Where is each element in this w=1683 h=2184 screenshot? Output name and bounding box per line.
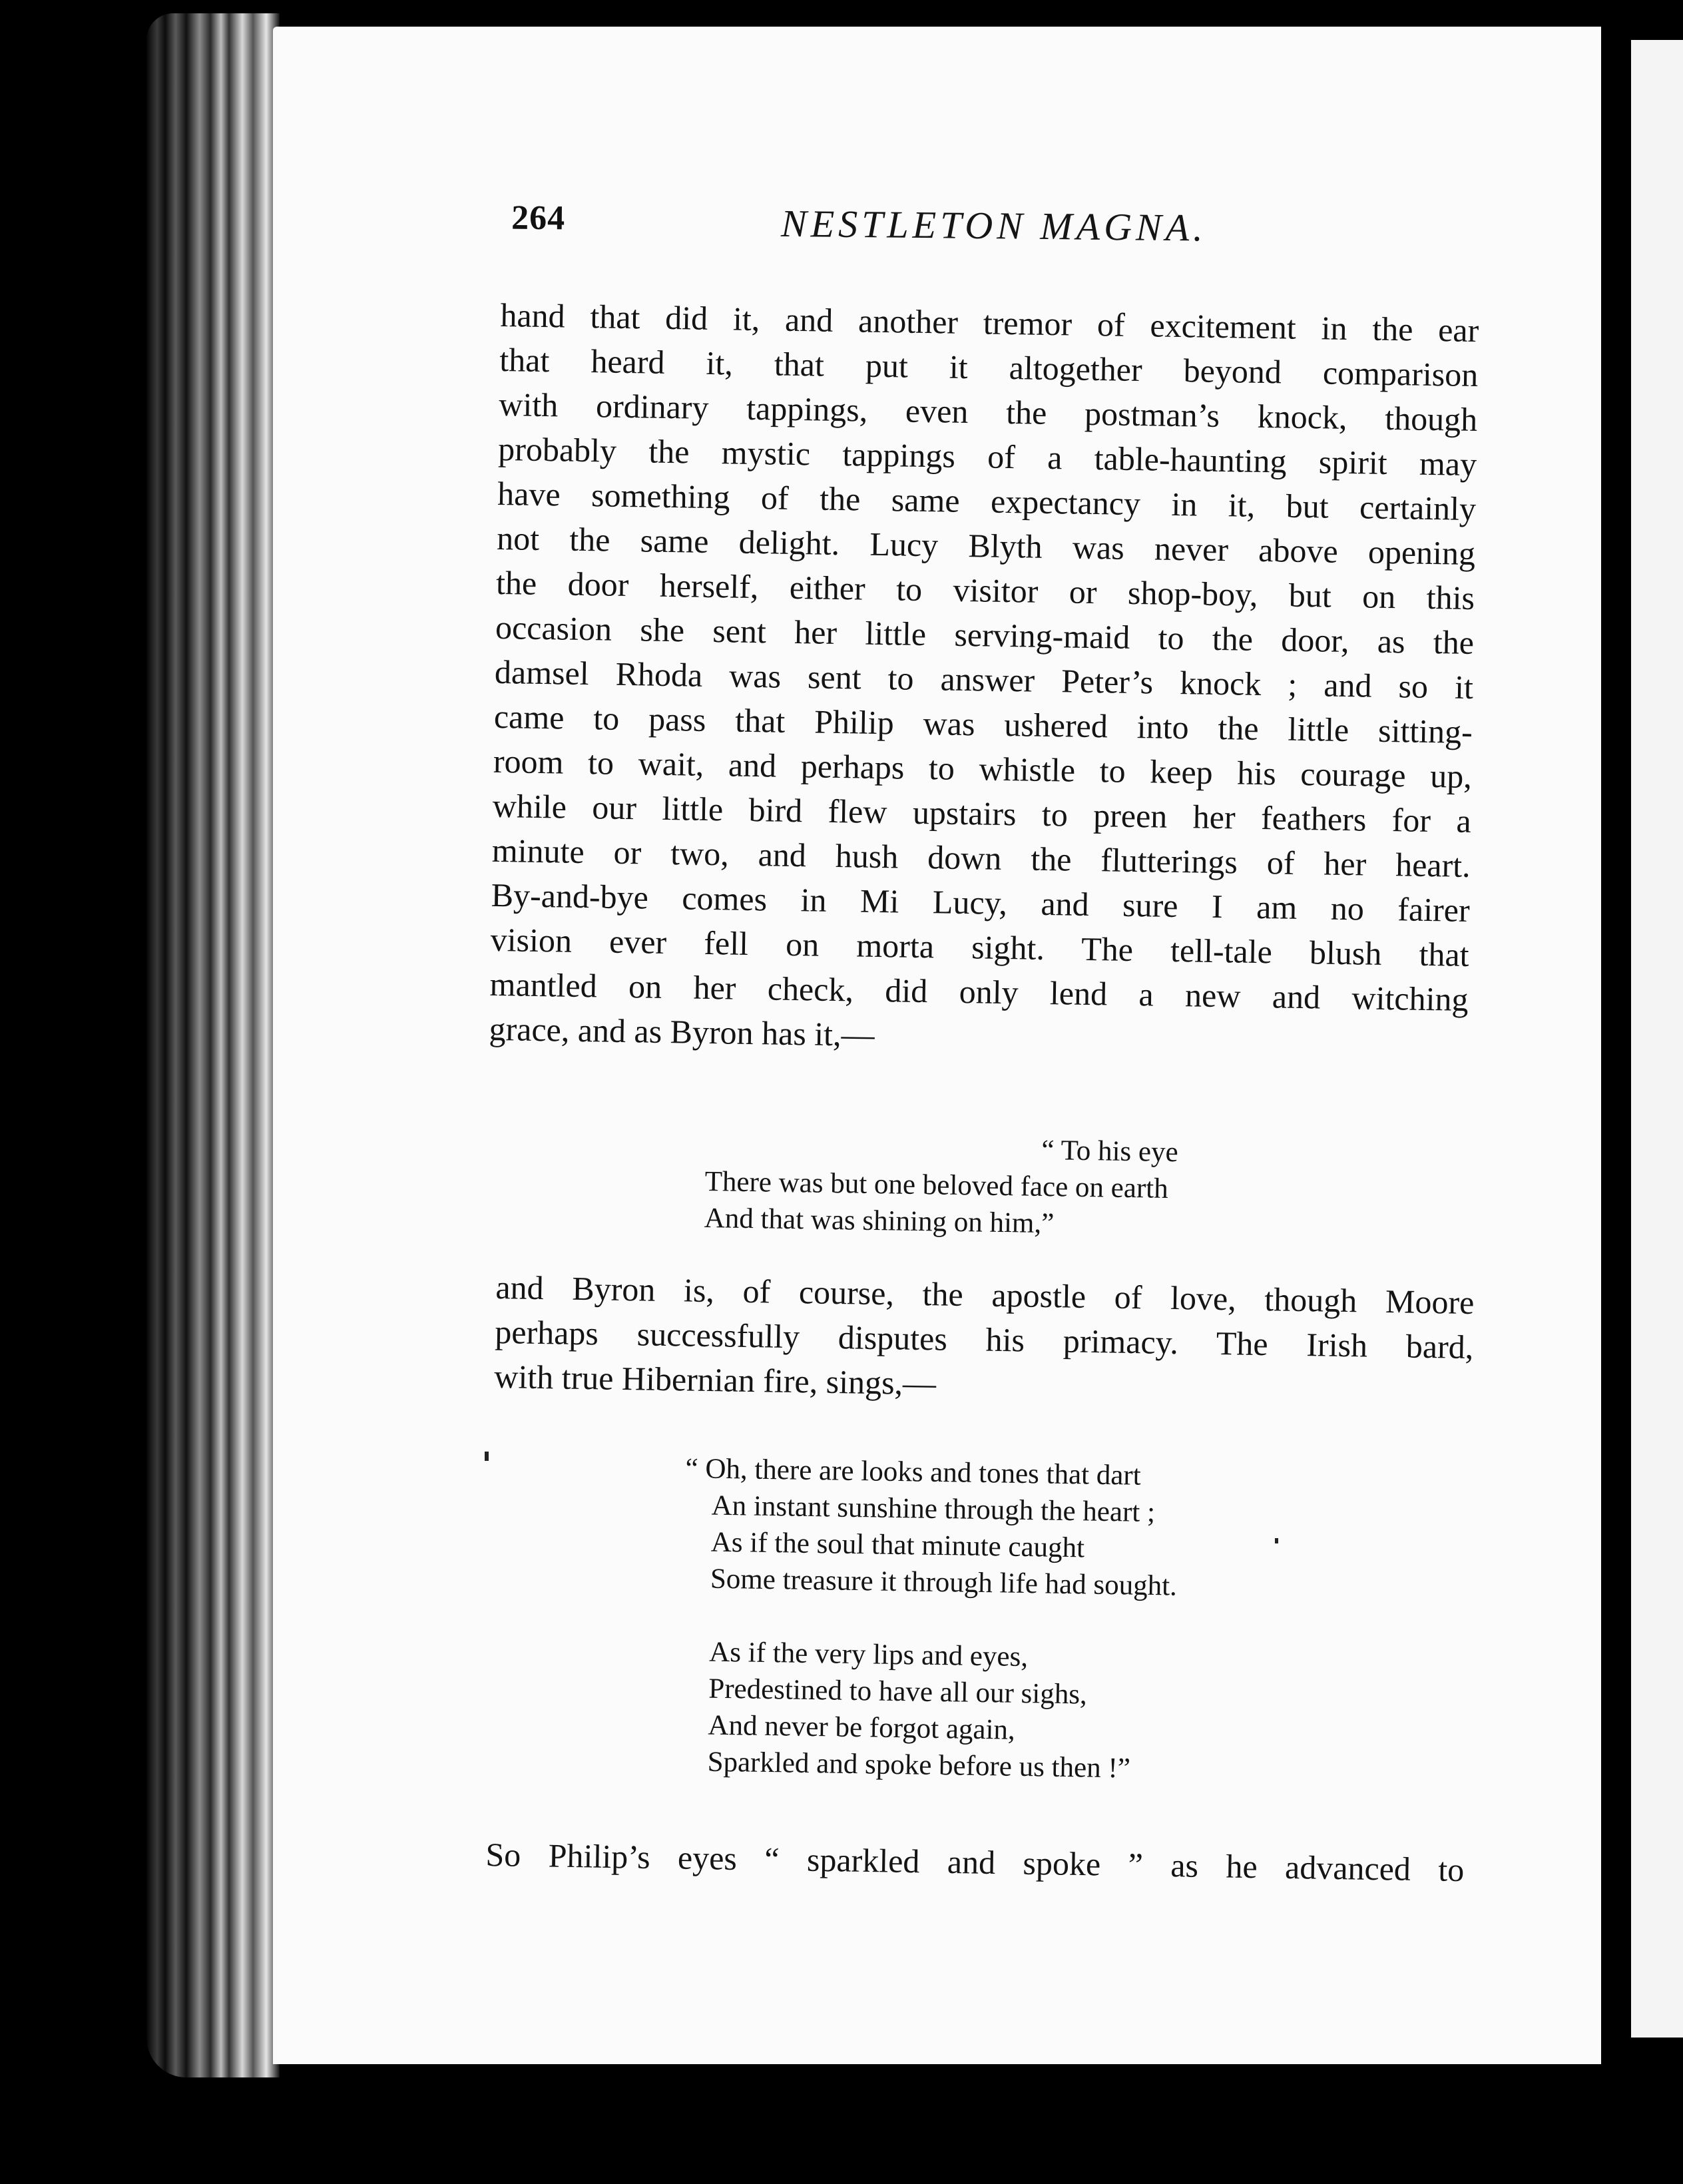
text-line: So Philip’s eyes “ sparkled and spoke ” as he advanced to bbox=[485, 1835, 1465, 1889]
poem-line: As if the soul that minute caught bbox=[710, 1526, 1085, 1564]
text-line: mantled on her check, did only lend a new and witching bbox=[489, 965, 1469, 1018]
paragraph-1 bbox=[489, 293, 1479, 1067]
quote-line: “ To his eye bbox=[1041, 1134, 1179, 1169]
poem-line: “ Oh, there are looks and tones that dart bbox=[685, 1452, 1142, 1492]
print-speck bbox=[1275, 1538, 1278, 1543]
text-line: with true Hibernian fire, sings,— bbox=[493, 1357, 937, 1402]
running-title: NESTLETON MAGNA. bbox=[780, 201, 1208, 250]
moore-poem bbox=[680, 1450, 1351, 1790]
page-gutter-shadow bbox=[1604, 27, 1631, 2051]
poem-line: An instant sunshine through the heart ; bbox=[711, 1490, 1156, 1529]
poem-line: As if the very lips and eyes, bbox=[708, 1636, 1029, 1673]
text-line: room to wait, and perhaps to whistle to keep his courage up, bbox=[493, 742, 1473, 795]
poem-line: Predestined to have all our sighs, bbox=[708, 1673, 1088, 1711]
text-line: the door herself, either to visitor or shop-boy, but on this bbox=[495, 563, 1475, 617]
poem-line: And never be forgot again, bbox=[708, 1709, 1016, 1746]
text-line: while our little bird flew upstairs to preen her feathers for a bbox=[492, 786, 1472, 840]
book-spine-edge bbox=[146, 13, 280, 2077]
paragraph-2 bbox=[494, 1265, 1475, 1414]
text-line: vision ever fell on morta sight. The tell-tale blush that bbox=[490, 920, 1470, 973]
text-line: perhaps successfully disputes his primacy. The Irish bard, bbox=[494, 1312, 1474, 1366]
text-line: damsel Rhoda was sent to answer Peter’s knock ; and so it bbox=[494, 653, 1474, 706]
text-line: grace, and as Byron has it,— bbox=[489, 1009, 875, 1053]
page-header bbox=[511, 198, 1451, 268]
text-line: not the same delight. Lucy Blyth was never above opening bbox=[496, 519, 1476, 573]
text-line: that heard it, that put it altogether beyond comparison bbox=[499, 340, 1479, 394]
text-line: hand that did it, and another tremor of excitement in the ear bbox=[500, 296, 1479, 350]
quote-line: There was but one beloved face on earth bbox=[704, 1165, 1169, 1205]
poem-line: Some treasure it through life had sought. bbox=[710, 1563, 1178, 1602]
poem-line: Sparkled and spoke before us then !” bbox=[707, 1746, 1131, 1784]
text-line: occasion she sent her little serving-maid to the door, as the bbox=[495, 608, 1475, 662]
page-number: 264 bbox=[511, 198, 566, 238]
text-line: minute or two, and hush down the flutterings of her heart. bbox=[491, 831, 1471, 884]
quote-line: And that was shining on him,” bbox=[704, 1202, 1055, 1240]
text-line: By-and-bye comes in Mi Lucy, and sure I am no fairer bbox=[491, 876, 1471, 929]
text-line: with ordinary tappings, even the postman’s knock, though bbox=[498, 385, 1478, 439]
text-line: have something of the same expectancy in it, but certainly bbox=[497, 474, 1477, 528]
adjacent-page-edge bbox=[1631, 40, 1683, 2038]
text-line: and Byron is, of course, the apostle of love, though Moore bbox=[495, 1268, 1475, 1322]
print-speck bbox=[485, 1452, 489, 1461]
text-line: probably the mystic tappings of a table-haunting spirit may bbox=[497, 429, 1477, 483]
text-line: came to pass that Philip was ushered into the little sitting- bbox=[493, 697, 1473, 751]
byron-quote bbox=[704, 1127, 1318, 1246]
